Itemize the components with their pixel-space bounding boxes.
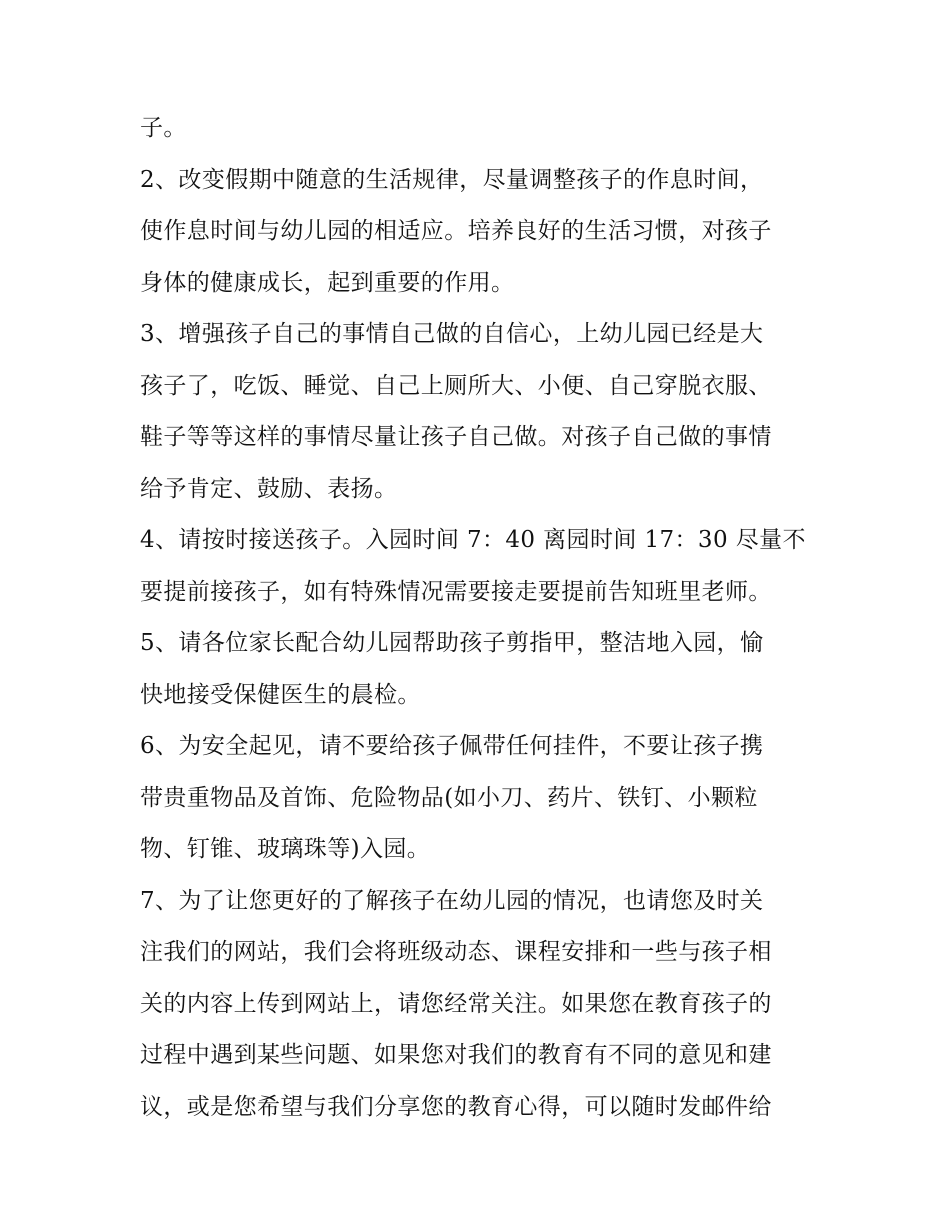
text-line-8: 给予肯定、鼓励、表扬。 bbox=[140, 475, 398, 502]
text-line-7: 鞋子等等这样的事情尽量让孩子自己做。对孩子自己做的事情 bbox=[140, 424, 772, 450]
text-line-13: 6、为安全起见，请不要给孩子佩带任何挂件，不要让孩子携 bbox=[140, 733, 764, 759]
text-line-18: 关的内容上传到网站上，请您经常关注。如果您在教育孩子的 bbox=[140, 990, 772, 1017]
text-line-12: 快地接受保健医生的晨检。 bbox=[140, 681, 421, 708]
text-line-20: 议，或是您希望与我们分享您的教育心得，可以随时发邮件给 bbox=[140, 1093, 772, 1120]
text-line-19: 过程中遇到某些问题、如果您对我们的教育有不同的意见和建 bbox=[140, 1042, 772, 1068]
text-line-2: 2、改变假期中随意的生活规律，尽量调整孩子的作息时间， bbox=[140, 166, 764, 193]
text-line-15: 物、钉锥、玻璃珠等)入园。 bbox=[140, 836, 431, 862]
text-line-3: 使作息时间与幼儿园的相适应。培养良好的生活习惯，对孩子 bbox=[140, 218, 772, 244]
text-line-16: 7、为了让您更好的了解孩子在幼儿园的情况，也请您及时关 bbox=[140, 887, 764, 914]
text-line-1: 子。 bbox=[140, 115, 187, 141]
text-line-5: 3、增强孩子自己的事情自己做的自信心，上幼儿园已经是大 bbox=[140, 321, 764, 347]
text-line-10: 要提前接孩子，如有特殊情况需要接走要提前告知班里老师。 bbox=[140, 578, 772, 605]
text-line-9: 4、请按时接送孩子。入园时间 7：40 离园时间 17：30 尽量不 bbox=[140, 527, 806, 553]
document-page bbox=[140, 103, 820, 1133]
text-line-14: 带贵重物品及首饰、危险物品(如小刀、药片、铁钉、小颗粒 bbox=[140, 784, 758, 811]
text-line-17: 注我们的网站，我们会将班级动态、课程安排和一些与孩子相 bbox=[140, 939, 772, 965]
text-line-4: 身体的健康成长，起到重要的作用。 bbox=[140, 269, 515, 296]
text-line-11: 5、请各位家长配合幼儿园帮助孩子剪指甲，整洁地入园，愉 bbox=[140, 630, 764, 656]
text-line-6: 孩子了，吃饭、睡觉、自己上厕所大、小便、自己穿脱衣服、 bbox=[140, 372, 772, 399]
